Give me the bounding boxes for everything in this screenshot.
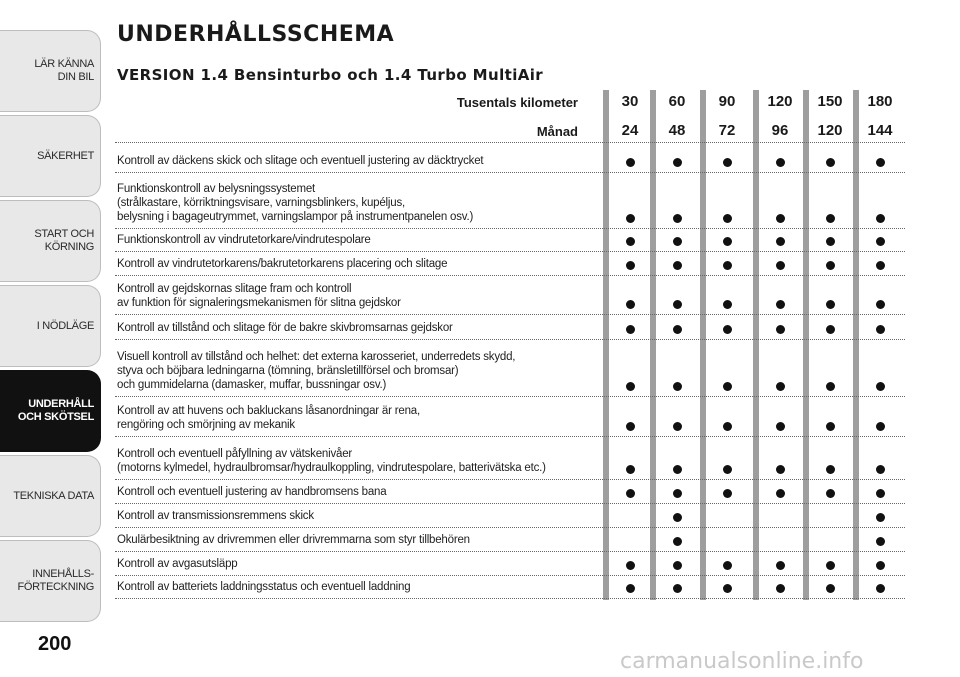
service-mark — [776, 261, 785, 270]
table-row — [115, 251, 905, 276]
service-mark — [723, 158, 732, 167]
chapter-tab[interactable]: SÄKERHET — [0, 115, 101, 197]
service-mark — [776, 325, 785, 334]
service-mark — [673, 382, 682, 391]
month-header-label: Månad — [536, 124, 578, 139]
service-mark — [723, 561, 732, 570]
row-description: Funktionskontroll av vindrutetorkare/vindrutespolare — [117, 234, 371, 246]
service-mark — [723, 261, 732, 270]
service-mark — [776, 382, 785, 391]
table-row — [115, 503, 905, 528]
row-description: Kontroll av batteriets laddningsstatus och eventuell laddning — [117, 581, 411, 593]
service-mark — [626, 325, 635, 334]
service-mark — [626, 561, 635, 570]
chapter-tab[interactable]: I NÖDLÄGE — [0, 285, 101, 367]
service-mark — [876, 237, 885, 246]
service-mark — [673, 300, 682, 309]
km-value: 90 — [718, 93, 736, 110]
km-value: 150 — [817, 93, 843, 110]
service-mark — [826, 489, 835, 498]
service-mark — [876, 584, 885, 593]
service-mark — [826, 465, 835, 474]
service-mark — [826, 561, 835, 570]
service-mark — [673, 537, 682, 546]
table-row — [115, 172, 905, 229]
table-row — [115, 479, 905, 504]
service-mark — [876, 537, 885, 546]
service-mark — [776, 237, 785, 246]
month-value: 120 — [817, 122, 843, 139]
km-value: 60 — [668, 93, 686, 110]
month-value: 24 — [621, 122, 639, 139]
service-mark — [723, 237, 732, 246]
month-value: 96 — [771, 122, 789, 139]
chapter-tab[interactable]: LÄR KÄNNA DIN BIL — [0, 30, 101, 112]
table-row — [115, 228, 905, 252]
service-mark — [673, 465, 682, 474]
service-mark — [723, 382, 732, 391]
service-mark — [673, 561, 682, 570]
service-mark — [673, 489, 682, 498]
page-number: 200 — [38, 633, 72, 655]
service-mark — [723, 489, 732, 498]
service-mark — [626, 382, 635, 391]
service-mark — [826, 261, 835, 270]
table-row — [115, 396, 905, 437]
service-mark — [723, 325, 732, 334]
row-description: Kontroll av transmissionsremmens skick — [117, 510, 314, 522]
service-mark — [673, 261, 682, 270]
service-mark — [826, 382, 835, 391]
service-mark — [723, 584, 732, 593]
table-row — [115, 575, 905, 599]
service-mark — [626, 261, 635, 270]
row-description: Kontroll av vindrutetorkarens/bakrutetorkarens placering och slitage — [117, 258, 448, 270]
service-mark — [776, 158, 785, 167]
service-mark — [776, 214, 785, 223]
service-mark — [876, 382, 885, 391]
service-mark — [826, 422, 835, 431]
service-mark — [876, 325, 885, 334]
row-description: Kontroll av däckens skick och slitage och eventuell justering av däcktrycket — [117, 155, 484, 167]
service-mark — [626, 237, 635, 246]
km-value: 30 — [621, 93, 639, 110]
row-description: Kontroll av gejdskornas slitage fram och kontroll av funktion för signaleringsmekanismen för slitna gejdskor — [117, 283, 401, 309]
table-row — [115, 527, 905, 552]
version-subtitle: VERSION 1.4 Bensinturbo och 1.4 Turbo MultiAir — [117, 66, 544, 84]
service-mark — [776, 422, 785, 431]
service-mark — [723, 214, 732, 223]
row-description: Kontroll av att huvens och bakluckans låsanordningar är rena, rengöring och smörjning av mekanik — [117, 405, 420, 431]
service-mark — [876, 422, 885, 431]
row-description: Kontroll och eventuell justering av handbromsens bana — [117, 486, 387, 498]
service-mark — [826, 237, 835, 246]
row-description: Kontroll av tillstånd och slitage för de bakre skivbromsarnas gejdskor — [117, 322, 453, 334]
chapter-tab[interactable]: START OCH KÖRNING — [0, 200, 101, 282]
service-mark — [776, 489, 785, 498]
service-mark — [626, 214, 635, 223]
month-value: 144 — [867, 122, 893, 139]
row-description: Kontroll och eventuell påfyllning av vätskenivåer (motorns kylmedel, hydraulbromsar/hydraulkoppling, vindrutespolare, batterivätska etc.) — [117, 448, 546, 474]
page-title: UNDERHÅLLSSCHEMA — [117, 22, 395, 47]
service-mark — [626, 584, 635, 593]
table-row — [115, 436, 905, 480]
row-description: Kontroll av avgasutsläpp — [117, 558, 238, 570]
service-mark — [876, 465, 885, 474]
service-mark — [673, 422, 682, 431]
chapter-tab[interactable]: INNEHÅLLS- FÖRTECKNING — [0, 540, 101, 622]
service-mark — [776, 584, 785, 593]
service-mark — [673, 214, 682, 223]
service-mark — [876, 214, 885, 223]
table-row — [115, 314, 905, 340]
service-mark — [776, 300, 785, 309]
row-description: Okulärbesiktning av drivremmen eller drivremmarna som styr tillbehören — [117, 534, 470, 546]
service-mark — [876, 513, 885, 522]
service-mark — [723, 300, 732, 309]
service-mark — [826, 214, 835, 223]
service-mark — [626, 158, 635, 167]
service-mark — [876, 261, 885, 270]
service-mark — [723, 422, 732, 431]
service-mark — [826, 325, 835, 334]
service-mark — [776, 465, 785, 474]
service-mark — [826, 584, 835, 593]
service-mark — [626, 489, 635, 498]
service-mark — [776, 561, 785, 570]
service-mark — [673, 325, 682, 334]
row-description: Funktionskontroll av belysningssystemet (strålkastare, körriktningsvisare, varningsblinkers, kupéljus, belysning i bagageutrymmet, varningslampor på instrumentpanelen osv.) — [117, 183, 474, 223]
service-mark — [626, 422, 635, 431]
service-mark — [673, 237, 682, 246]
service-mark — [876, 300, 885, 309]
chapter-tab[interactable]: UNDERHÅLL OCH SKÖTSEL — [0, 370, 101, 452]
table-row — [115, 142, 905, 173]
service-mark — [673, 158, 682, 167]
km-value: 180 — [867, 93, 893, 110]
service-mark — [723, 465, 732, 474]
chapter-tab[interactable]: TEKNISKA DATA — [0, 455, 101, 537]
month-value: 48 — [668, 122, 686, 139]
row-description: Visuell kontroll av tillstånd och helhet: det externa karosseriet, underredets skydd, styva och böjbara ledningarna (tömning, bränsletillförsel och bromsar) och gummidelarna (damasker, muffar, bussningar osv.) — [117, 351, 516, 391]
service-mark — [876, 158, 885, 167]
km-header-label: Tusentals kilometer — [456, 95, 578, 110]
service-mark — [826, 300, 835, 309]
km-value: 120 — [767, 93, 793, 110]
table-row — [115, 339, 905, 397]
month-value: 72 — [718, 122, 736, 139]
service-mark — [626, 300, 635, 309]
table-row — [115, 275, 905, 315]
table-row — [115, 551, 905, 576]
watermark: carmanualsonline.info — [620, 649, 864, 674]
service-mark — [826, 158, 835, 167]
service-mark — [673, 584, 682, 593]
service-mark — [876, 561, 885, 570]
service-mark — [876, 489, 885, 498]
service-mark — [673, 513, 682, 522]
service-mark — [626, 465, 635, 474]
